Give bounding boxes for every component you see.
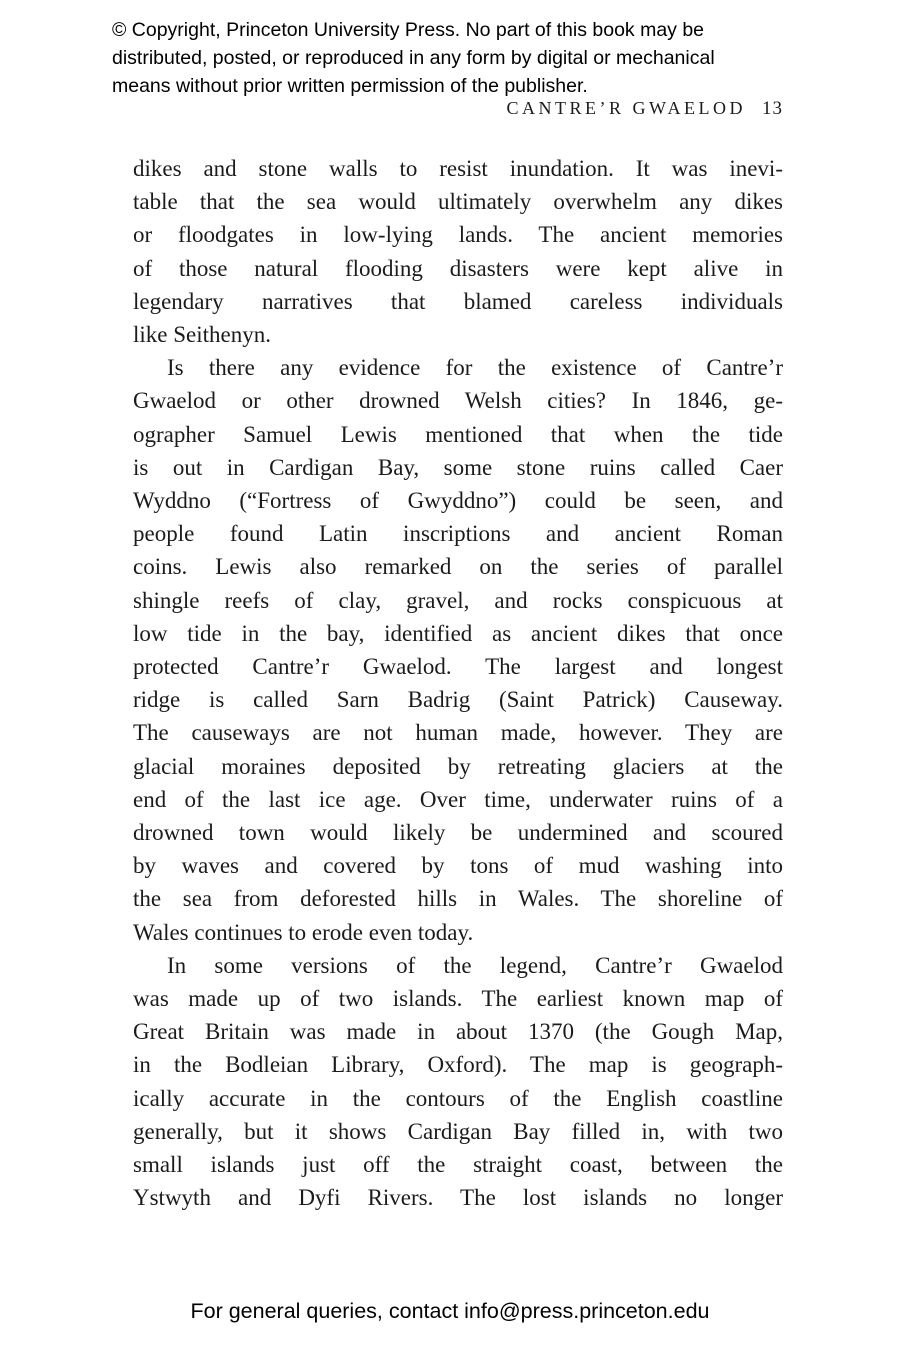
page-number: 13: [762, 98, 783, 119]
text-line: ridge is called Sarn Badrig (Saint Patrick) Causeway.: [133, 687, 783, 713]
text-line: the sea from deforested hills in Wales. The shoreline of: [133, 886, 783, 912]
text-line: small islands just off the straight coast, between the: [133, 1152, 783, 1178]
text-line: in the Bodleian Library, Oxford). The map is geograph-: [133, 1052, 783, 1078]
copyright-notice: [112, 16, 812, 100]
text-line: Gwaelod or other drowned Welsh cities? In 1846, ge-: [133, 388, 783, 414]
paragraph: [133, 949, 783, 1215]
footer-query-note: For general queries, contact info@press.princeton.edu: [190, 1299, 710, 1323]
paragraph: [133, 152, 783, 351]
text-line: glacial moraines deposited by retreating glaciers at the: [133, 753, 783, 779]
chapter-title: CANTRE’R GWAELOD: [506, 98, 746, 118]
text-line: is out in Cardigan Bay, some stone ruins called Caer: [133, 454, 783, 480]
text-line: table that the sea would ultimately overwhelm any dikes: [133, 189, 783, 215]
text-line: was made up of two islands. The earliest known map of: [133, 986, 783, 1012]
text-line: Ystwyth and Dyfi Rivers. The lost islands no longer: [133, 1185, 783, 1211]
text-line: shingle reefs of clay, gravel, and rocks conspicuous at: [133, 587, 783, 613]
text-line: or floodgates in low-lying lands. The ancient memories: [133, 222, 783, 248]
text-line: end of the last ice age. Over time, underwater ruins of a: [133, 786, 783, 812]
body-text: [133, 152, 783, 1215]
text-line: legendary narratives that blamed careless individuals: [133, 288, 783, 314]
copyright-line: © Copyright, Princeton University Press. No part of this book may be: [112, 19, 705, 41]
text-line: ically accurate in the contours of the English coastline: [133, 1085, 783, 1111]
text-line: Is there any evidence for the existence of Cantre’r: [167, 355, 783, 381]
text-line: low tide in the bay, identified as ancient dikes that once: [133, 620, 783, 646]
copyright-line: distributed, posted, or reproduced in any form by digital or mechanical: [112, 47, 715, 69]
text-line: like Seithenyn.: [133, 322, 271, 348]
text-line: by waves and covered by tons of mud washing into: [133, 853, 783, 879]
text-line: Wyddno (“Fortress of Gwyddno”) could be seen, and: [133, 488, 783, 514]
text-line: ographer Samuel Lewis mentioned that when the tide: [133, 421, 783, 447]
text-line: The causeways are not human made, however. They are: [133, 720, 783, 746]
text-line: dikes and stone walls to resist inundation. It was inevi-: [133, 156, 783, 181]
text-line: generally, but it shows Cardigan Bay filled in, with two: [133, 1118, 783, 1144]
text-line: Wales continues to erode even today.: [133, 919, 474, 945]
text-line: people found Latin inscriptions and ancient Roman: [133, 521, 783, 547]
text-line: Great Britain was made in about 1370 (the Gough Map,: [133, 1019, 783, 1045]
text-line: protected Cantre’r Gwaelod. The largest and longest: [133, 654, 783, 680]
copyright-line: means without prior written permission of the publisher.: [112, 75, 588, 97]
paragraph: [133, 351, 783, 949]
text-line: drowned town would likely be undermined and scoured: [133, 820, 783, 846]
running-header: [133, 98, 783, 120]
text-line: coins. Lewis also remarked on the series of parallel: [133, 554, 783, 580]
text-line: of those natural flooding disasters were kept alive in: [133, 255, 783, 281]
text-line: In some versions of the legend, Cantre’r Gwaelod: [167, 952, 783, 978]
